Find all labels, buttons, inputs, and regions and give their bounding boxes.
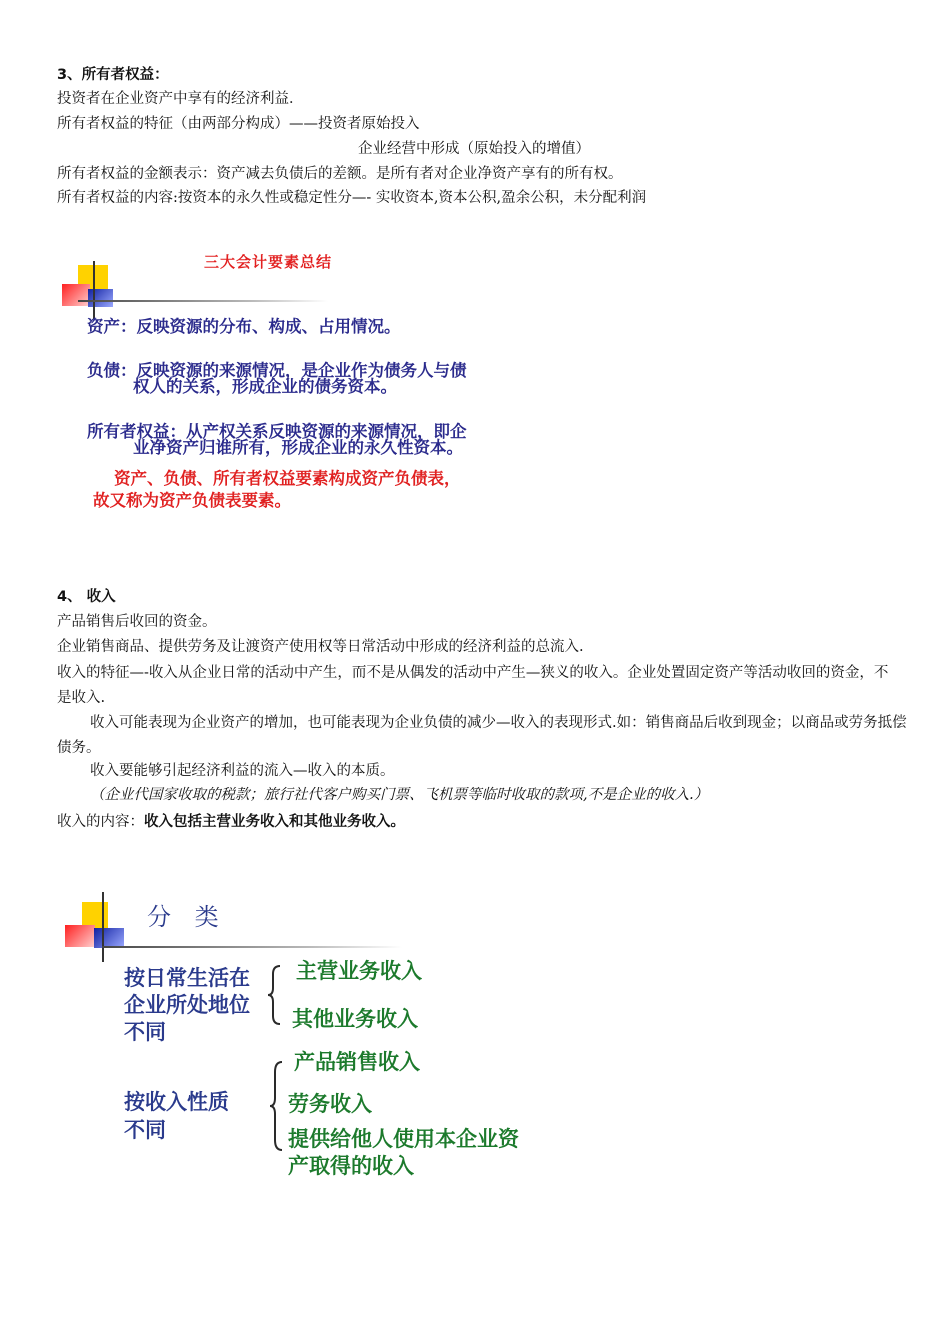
slide2-group1-item-1: 主营业务收入 <box>296 959 422 983</box>
slide2-group2-item-3-line-1: 提供给他人使用本企业资 <box>288 1127 519 1151</box>
decor-blue-square <box>94 928 124 948</box>
slide1-liability-2: 权人的关系，形成企业的债务资本。 <box>133 377 397 396</box>
section3-line-4: 所有者权益的金额表示：资产减去负债后的差额。是所有者对企业净资产享有的所有权。 <box>57 166 623 182</box>
section4-content-bold: 收入包括主营业务收入和其他业务收入。 <box>144 814 405 830</box>
section4-content-label: 收入的内容： <box>57 814 144 830</box>
slide1-summary-1: 资产、负债、所有者权益要素构成资产负债表， <box>114 469 461 488</box>
slide1-equity-2: 业净资产归谁所有，形成企业的永久性资本。 <box>133 438 463 457</box>
decor-horizontal-line <box>102 946 402 948</box>
slide2-brace-1 <box>266 964 284 1026</box>
slide-summary-image <box>60 245 520 520</box>
section3-heading: 3、所有者权益： <box>57 67 169 83</box>
decor-vertical-line <box>93 261 95 319</box>
slide2-group2-item-3-line-2: 产取得的收入 <box>288 1154 414 1178</box>
slide2-brace-2 <box>268 1060 286 1152</box>
section4-line-3: 收入的特征—-收入从企业日常的活动中产生，而不是从偶发的活动中产生—狭义的收入。企业处置固定资产等活动收回的资金，不是收入. <box>57 665 889 706</box>
decor-red-square <box>65 925 95 947</box>
slide2-group2-line-1: 按收入性质 <box>124 1090 229 1114</box>
decor-blue-square <box>88 289 113 307</box>
slide-classification-image <box>60 880 560 1190</box>
slide2-group2-item-2: 劳务收入 <box>288 1092 372 1116</box>
decor-horizontal-line <box>78 300 328 302</box>
section3-line-3: 企业经营中形成（原始投入的增值） <box>358 141 590 157</box>
slide2-group1-line-2: 企业所处地位 <box>124 993 250 1017</box>
section3-line-1: 投资者在企业资产中享有的经济利益． <box>57 91 304 107</box>
section4-content-line <box>57 812 405 832</box>
slide2-group1-item-2: 其他业务收入 <box>292 1007 418 1031</box>
slide1-summary-2: 故又称为资产负债表要素。 <box>93 491 291 510</box>
section3-line-5: 所有者权益的内容:按资本的永久性或稳定性分—- 实收资本,资本公积,盈余公积，未分配利润 <box>57 190 647 206</box>
section4-line-1: 产品销售后收回的资金。 <box>57 614 217 630</box>
slide1-liability-1: 负债：反映资源的来源情况，是企业作为债务人与债 <box>87 361 467 380</box>
slide2-group2-line-2: 不同 <box>124 1118 166 1142</box>
slide2-group1-line-1: 按日常生活在 <box>124 966 250 990</box>
slide2-group2-item-1: 产品销售收入 <box>294 1050 420 1074</box>
section4-line-6: （企业代国家收取的税款；旅行社代客户购买门票、飞机票等临时收取的款项,不是企业的收入.） <box>90 787 709 803</box>
slide1-title: 三大会计要素总结 <box>204 253 333 271</box>
section4-line-4: 收入可能表现为企业资产的增加，也可能表现为企业负债的减少—收入的表现形式.如：销售商品后收到现金；以商品或劳务抵偿债务。 <box>57 715 907 756</box>
section4-line-5: 收入要能够引起经济利益的流入—收入的本质。 <box>90 763 395 779</box>
section3-line-2: 所有者权益的特征（由两部分构成）——投资者原始投入 <box>57 116 420 132</box>
slide1-asset: 资产：反映资源的分布、构成、占用情况。 <box>87 317 401 336</box>
decor-vertical-line <box>102 892 104 962</box>
slide2-group1-line-3: 不同 <box>124 1020 166 1044</box>
slide2-title: 分 类 <box>147 903 227 931</box>
section4-heading: 4、 收入 <box>57 589 116 605</box>
section4-line-2: 企业销售商品、提供劳务及让渡资产使用权等日常活动中形成的经济利益的总流入. <box>57 639 584 655</box>
decor-red-square <box>62 284 90 306</box>
slide1-equity-1: 所有者权益：从产权关系反映资源的来源情况，即企 <box>87 422 467 441</box>
